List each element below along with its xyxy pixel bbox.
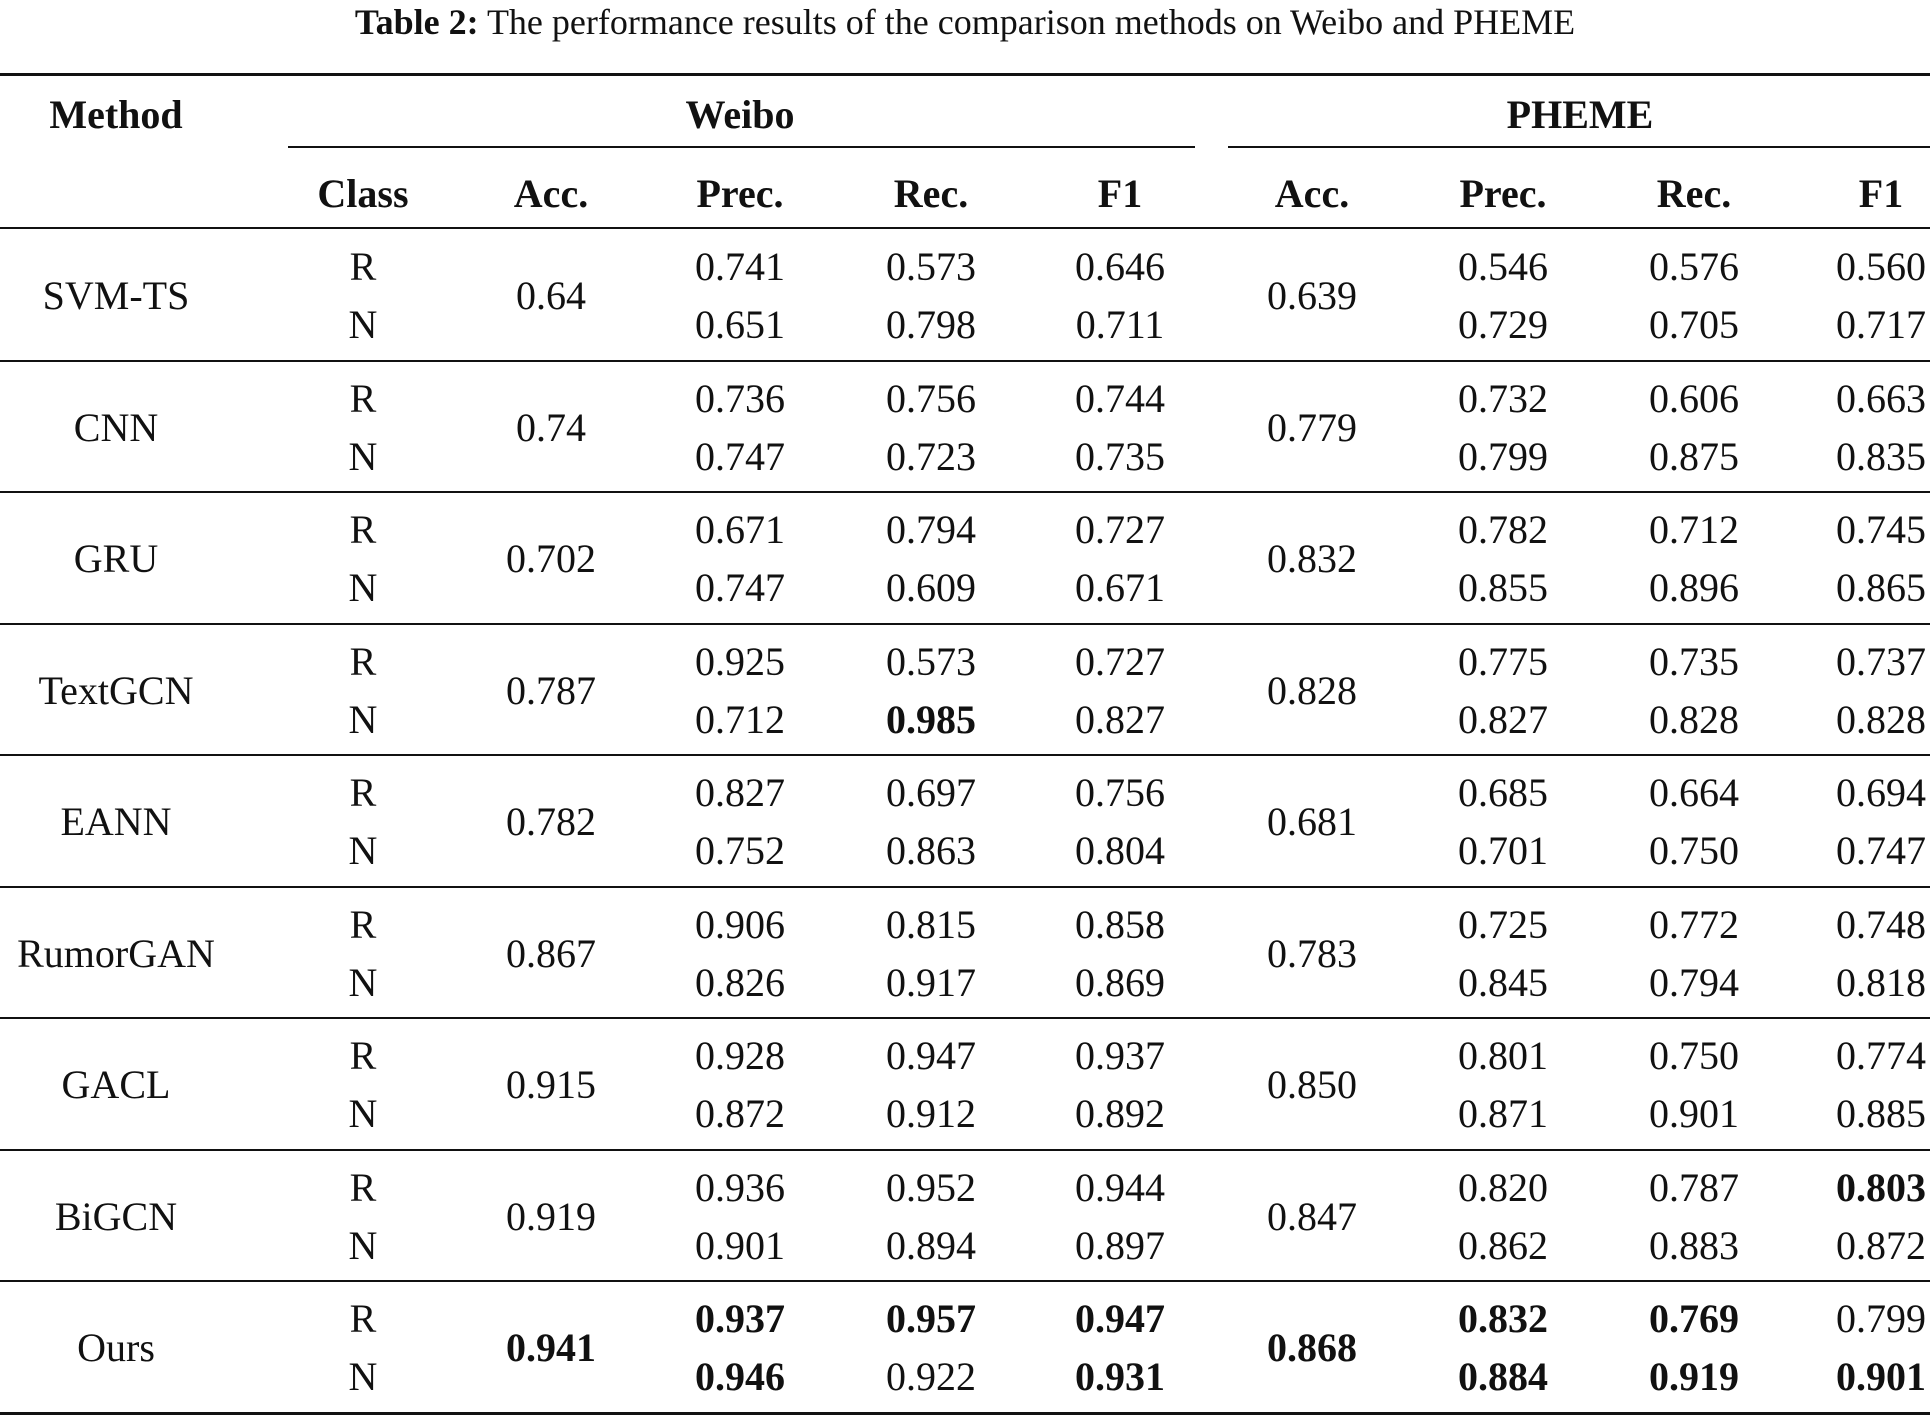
weibo-rec: 0.573 (886, 638, 976, 684)
weibo-f1: 0.804 (1075, 828, 1165, 873)
weibo-f1: 0.646 (1075, 244, 1165, 289)
weibo-acc: 0.702 (506, 536, 596, 581)
class-label: N (348, 696, 378, 742)
weibo-acc: 0.64 (516, 273, 586, 318)
weibo-f1: 0.727 (1075, 638, 1165, 684)
weibo-f1: 0.937 (1075, 1033, 1165, 1078)
pheme-acc: 0.783 (1267, 930, 1357, 976)
pheme-f1: 0.835 (1836, 433, 1926, 479)
weibo-rec: 0.912 (886, 1091, 976, 1136)
row-separator (0, 886, 1930, 888)
weibo-rec: 0.863 (886, 828, 976, 873)
pheme-f1: 0.828 (1836, 696, 1926, 742)
pheme-rec: 0.919 (1649, 1354, 1739, 1399)
pheme-cmidrule (1228, 146, 1930, 148)
method-name: GACL (61, 1062, 171, 1107)
row-separator (0, 1280, 1930, 1282)
pheme-prec: 0.782 (1458, 507, 1548, 552)
header-method: Method (49, 92, 183, 137)
pheme-prec: 0.832 (1458, 1296, 1548, 1341)
weibo-prec: 0.901 (695, 1222, 785, 1268)
pheme-prec: 0.855 (1458, 565, 1548, 610)
weibo-f1: 0.947 (1075, 1296, 1165, 1341)
pheme-f1: 0.560 (1836, 244, 1926, 289)
pheme-rec: 0.875 (1649, 433, 1739, 479)
method-name: SVM-TS (42, 273, 190, 318)
row-separator (0, 1149, 1930, 1151)
class-label: N (348, 1222, 378, 1268)
pheme-acc: 0.828 (1267, 667, 1357, 713)
weibo-rec: 0.917 (886, 959, 976, 1005)
pheme-rec: 0.896 (1649, 565, 1739, 610)
pheme-f1: 0.748 (1836, 901, 1926, 947)
row-separator (0, 360, 1930, 362)
header-col-f1-8: F1 (1858, 171, 1904, 216)
pheme-acc: 0.639 (1267, 273, 1357, 318)
weibo-rec: 0.985 (886, 696, 976, 742)
row-separator (0, 1017, 1930, 1019)
weibo-prec: 0.747 (695, 565, 785, 610)
pheme-acc: 0.847 (1267, 1193, 1357, 1239)
weibo-f1: 0.711 (1075, 302, 1165, 347)
weibo-rec: 0.609 (886, 565, 976, 610)
weibo-prec: 0.925 (695, 638, 785, 684)
pheme-prec: 0.801 (1458, 1033, 1548, 1078)
class-label: N (348, 433, 378, 479)
pheme-rec: 0.750 (1649, 828, 1739, 873)
pheme-rec: 0.735 (1649, 638, 1739, 684)
header-col-acc-5: Acc. (1274, 171, 1350, 216)
weibo-rec: 0.952 (886, 1164, 976, 1210)
weibo-f1: 0.944 (1075, 1164, 1165, 1210)
pheme-rec: 0.901 (1649, 1091, 1739, 1136)
method-name: RumorGAN (17, 930, 215, 976)
caption-text: The performance results of the comparison methods on Weibo and PHEME (486, 2, 1576, 42)
weibo-prec: 0.826 (695, 959, 785, 1005)
weibo-acc: 0.787 (506, 667, 596, 713)
weibo-rec: 0.957 (886, 1296, 976, 1341)
class-label: R (349, 901, 377, 947)
pheme-prec: 0.732 (1458, 375, 1548, 421)
method-name: TextGCN (38, 667, 194, 713)
weibo-prec: 0.946 (695, 1354, 785, 1399)
class-label: R (349, 770, 377, 815)
pheme-acc: 0.850 (1267, 1062, 1357, 1107)
weibo-prec: 0.671 (695, 507, 785, 552)
pheme-prec: 0.701 (1458, 828, 1548, 873)
top-rule (0, 73, 1930, 76)
weibo-prec: 0.736 (695, 375, 785, 421)
header-rule (0, 227, 1930, 229)
weibo-acc: 0.941 (506, 1325, 596, 1370)
weibo-prec: 0.651 (695, 302, 785, 347)
weibo-cmidrule (288, 146, 1195, 148)
pheme-f1: 0.747 (1836, 828, 1926, 873)
pheme-prec: 0.685 (1458, 770, 1548, 815)
pheme-f1: 0.663 (1836, 375, 1926, 421)
weibo-prec: 0.827 (695, 770, 785, 815)
weibo-prec: 0.936 (695, 1164, 785, 1210)
pheme-f1: 0.717 (1836, 302, 1926, 347)
class-label: R (349, 1296, 377, 1341)
pheme-f1: 0.872 (1836, 1222, 1926, 1268)
pheme-prec: 0.725 (1458, 901, 1548, 947)
method-name: GRU (73, 536, 159, 581)
class-label: R (349, 1164, 377, 1210)
pheme-rec: 0.705 (1649, 302, 1739, 347)
weibo-prec: 0.741 (695, 244, 785, 289)
weibo-acc: 0.919 (506, 1193, 596, 1239)
pheme-rec: 0.664 (1649, 770, 1739, 815)
method-name: Ours (77, 1325, 155, 1370)
table-caption (0, 0, 1930, 44)
weibo-f1: 0.744 (1075, 375, 1165, 421)
weibo-f1: 0.671 (1075, 565, 1165, 610)
pheme-prec: 0.729 (1458, 302, 1548, 347)
pheme-acc: 0.779 (1267, 404, 1357, 450)
pheme-f1: 0.901 (1836, 1354, 1926, 1399)
row-separator (0, 754, 1930, 756)
weibo-prec: 0.712 (695, 696, 785, 742)
class-label: N (348, 565, 378, 610)
weibo-prec: 0.872 (695, 1091, 785, 1136)
header-group-weibo: Weibo (685, 92, 795, 137)
weibo-prec: 0.928 (695, 1033, 785, 1078)
pheme-prec: 0.546 (1458, 244, 1548, 289)
weibo-rec: 0.697 (886, 770, 976, 815)
weibo-rec: 0.723 (886, 433, 976, 479)
class-label: R (349, 1033, 377, 1078)
weibo-f1: 0.756 (1075, 770, 1165, 815)
pheme-f1: 0.885 (1836, 1091, 1926, 1136)
weibo-rec: 0.798 (886, 302, 976, 347)
weibo-f1: 0.858 (1075, 901, 1165, 947)
weibo-prec: 0.906 (695, 901, 785, 947)
weibo-f1: 0.827 (1075, 696, 1165, 742)
class-label: R (349, 638, 377, 684)
pheme-rec: 0.750 (1649, 1033, 1739, 1078)
method-name: CNN (73, 404, 159, 450)
row-separator (0, 623, 1930, 625)
pheme-rec: 0.828 (1649, 696, 1739, 742)
method-name: EANN (60, 799, 172, 844)
row-separator (0, 491, 1930, 493)
pheme-rec: 0.769 (1649, 1296, 1739, 1341)
weibo-acc: 0.782 (506, 799, 596, 844)
header-group-pheme: PHEME (1506, 92, 1654, 137)
pheme-prec: 0.845 (1458, 959, 1548, 1005)
class-label: N (348, 1354, 378, 1399)
method-name: BiGCN (54, 1193, 178, 1239)
pheme-prec: 0.820 (1458, 1164, 1548, 1210)
pheme-f1: 0.774 (1836, 1033, 1926, 1078)
header-col-class-0: Class (317, 171, 409, 216)
weibo-f1: 0.897 (1075, 1222, 1165, 1268)
pheme-rec: 0.576 (1649, 244, 1739, 289)
weibo-f1: 0.727 (1075, 507, 1165, 552)
pheme-acc: 0.868 (1267, 1325, 1357, 1370)
weibo-prec: 0.937 (695, 1296, 785, 1341)
weibo-f1: 0.892 (1075, 1091, 1165, 1136)
class-label: N (348, 302, 378, 347)
pheme-rec: 0.712 (1649, 507, 1739, 552)
pheme-f1: 0.865 (1836, 565, 1926, 610)
pheme-prec: 0.775 (1458, 638, 1548, 684)
pheme-prec: 0.871 (1458, 1091, 1548, 1136)
pheme-prec: 0.799 (1458, 433, 1548, 479)
pheme-rec: 0.794 (1649, 959, 1739, 1005)
header-col-rec-7: Rec. (1656, 171, 1732, 216)
class-label: N (348, 828, 378, 873)
weibo-rec: 0.756 (886, 375, 976, 421)
class-label: R (349, 375, 377, 421)
weibo-f1: 0.735 (1075, 433, 1165, 479)
weibo-rec: 0.922 (886, 1354, 976, 1399)
header-col-rec-3: Rec. (893, 171, 969, 216)
class-label: N (348, 1091, 378, 1136)
pheme-f1: 0.799 (1836, 1296, 1926, 1341)
weibo-rec: 0.573 (886, 244, 976, 289)
header-col-acc-1: Acc. (513, 171, 589, 216)
pheme-prec: 0.884 (1458, 1354, 1548, 1399)
weibo-prec: 0.752 (695, 828, 785, 873)
pheme-acc: 0.832 (1267, 536, 1357, 581)
header-col-f1-4: F1 (1097, 171, 1143, 216)
pheme-prec: 0.862 (1458, 1222, 1548, 1268)
weibo-f1: 0.931 (1075, 1354, 1165, 1399)
pheme-rec: 0.787 (1649, 1164, 1739, 1210)
header-col-prec-2: Prec. (696, 171, 784, 216)
weibo-acc: 0.867 (506, 930, 596, 976)
caption-label: Table 2: (354, 2, 479, 42)
weibo-acc: 0.915 (506, 1062, 596, 1107)
weibo-rec: 0.815 (886, 901, 976, 947)
weibo-acc: 0.74 (516, 404, 586, 450)
pheme-rec: 0.883 (1649, 1222, 1739, 1268)
pheme-f1: 0.818 (1836, 959, 1926, 1005)
class-label: N (348, 959, 378, 1005)
weibo-prec: 0.747 (695, 433, 785, 479)
class-label: R (349, 507, 377, 552)
weibo-f1: 0.869 (1075, 959, 1165, 1005)
pheme-f1: 0.737 (1836, 638, 1926, 684)
pheme-acc: 0.681 (1267, 799, 1357, 844)
pheme-f1: 0.803 (1836, 1164, 1926, 1210)
class-label: R (349, 244, 377, 289)
pheme-prec: 0.827 (1458, 696, 1548, 742)
pheme-f1: 0.694 (1836, 770, 1926, 815)
pheme-rec: 0.772 (1649, 901, 1739, 947)
weibo-rec: 0.894 (886, 1222, 976, 1268)
weibo-rec: 0.794 (886, 507, 976, 552)
weibo-rec: 0.947 (886, 1033, 976, 1078)
pheme-rec: 0.606 (1649, 375, 1739, 421)
header-col-prec-6: Prec. (1459, 171, 1547, 216)
pheme-f1: 0.745 (1836, 507, 1926, 552)
